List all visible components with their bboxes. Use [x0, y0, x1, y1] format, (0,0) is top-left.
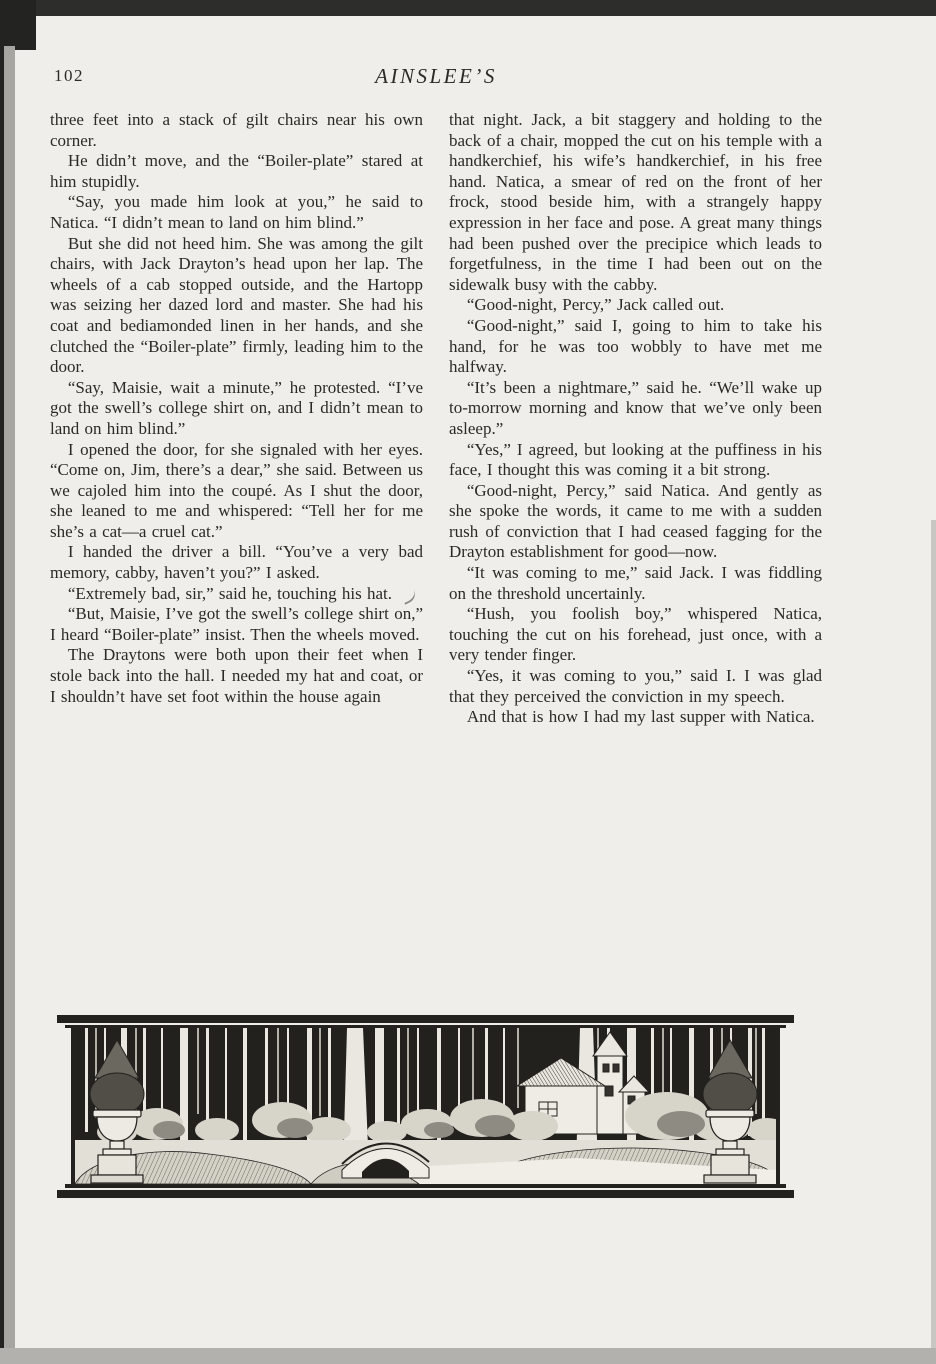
scan-edge-right: [931, 520, 936, 1348]
paragraph: “Say, Maisie, wait a minute,” he protested. “I’ve got the swell’s college shirt on, and I didn’t mean to land on him blind.”: [50, 377, 423, 438]
paragraph: “Good-night,” said I, going to him to take his hand, for he was too wobbly to have met me halfway.: [449, 315, 822, 377]
paragraph: “Yes,” I agreed, but looking at the puffiness in his face, I thought this was coming it a bit strong.: [449, 439, 822, 480]
running-head: [50, 64, 822, 90]
paragraph: that night. Jack, a bit staggery and holding to the back of a chair, mopped the cut on his temple with a handkerchief, his wife’s handkerchief, in his free hand. Natica, a smear of red on the front of her frock, stood beside him, with a strangely happy expression in her face and pose. A great many things had been pushed over the precipice which leads to forgetfulness, in the time I had been out on the sidewalk busy with the cabby.: [449, 110, 822, 294]
scan-edge-top-left-corner: [0, 0, 36, 50]
running-title: AINSLEE’S: [375, 64, 497, 88]
paragraph: “Hush, you foolish boy,” whispered Natica, touching the cut on his forehead, just once, with a very tender finger.: [449, 604, 822, 665]
paragraph: I opened the door, for she signaled with her eyes. “Come on, Jim, there’s a dear,” she said. Between us we cajoled him into the coupé. As I shut the door, she leaned to me and whispered: “Tell her for me she’s a cat—a cruel cat.”: [50, 439, 423, 541]
paragraph: “Good-night, Percy,” said Natica. And gently as she spoke the words, it came to me with a sudden rush of conviction that I had ceased fagging for the Drayton establishment for good—now.: [449, 480, 822, 562]
paragraph: But she did not heed him. She was among the gilt chairs, with Jack Drayton’s head upon her lap. The wheels of a cab stopped outside, and the Hartopp was seizing her dazed lord and master. She had his coat and bediamonded linen in her hands, and she clutched the “Boiler-plate” firmly, leading him to the door.: [50, 233, 423, 377]
paragraph: “But, Maisie, I’ve got the swell’s college shirt on,” I heard “Boiler-plate” insist. Then the wheels moved.: [50, 604, 423, 644]
scan-edge-bottom: [0, 1348, 936, 1364]
forest-tailpiece-illustration: [57, 1012, 794, 1208]
scan-edge-top: [0, 0, 936, 16]
paragraph: I handed the driver a bill. “You’ve a very bad memory, cabby, haven’t you?” I asked.: [50, 542, 423, 583]
text-body: [50, 110, 822, 728]
paragraph: three feet into a stack of gilt chairs near his own corner.: [50, 110, 423, 150]
paragraph: He didn’t move, and the “Boiler-plate” stared at him stupidly.: [50, 151, 423, 191]
page-number: 102: [54, 66, 84, 85]
paragraph: “Yes, it was coming to you,” said I. I was glad that they perceived the conviction in my speech.: [449, 666, 822, 706]
paragraph: “It’s been a nightmare,” said he. “We’ll wake up to-morrow morning and know that we’ve only been asleep.”: [449, 377, 822, 438]
paragraph: And that is how I had my last supper with Natica.: [466, 707, 815, 727]
paragraph: “Extremely bad, sir,” said he, touching his hat.: [67, 583, 393, 603]
paragraph: “It was coming to me,” said Jack. I was fiddling on the threshold uncertainly.: [449, 563, 822, 603]
woodland-scene: [75, 1028, 787, 1184]
paragraph: “Say, you made him look at you,” he said to Natica. “I didn’t mean to land on him blind.”: [50, 192, 423, 232]
text-column-right: [449, 110, 822, 728]
scan-gutter-left: [4, 46, 15, 1364]
text-column-left: [50, 110, 423, 728]
paragraph: “Good-night, Percy,” Jack called out.: [466, 295, 725, 315]
paragraph: The Draytons were both upon their feet when I stole back into the hall. I needed my hat and coat, or I shouldn’t have set foot within the house again: [50, 645, 423, 706]
